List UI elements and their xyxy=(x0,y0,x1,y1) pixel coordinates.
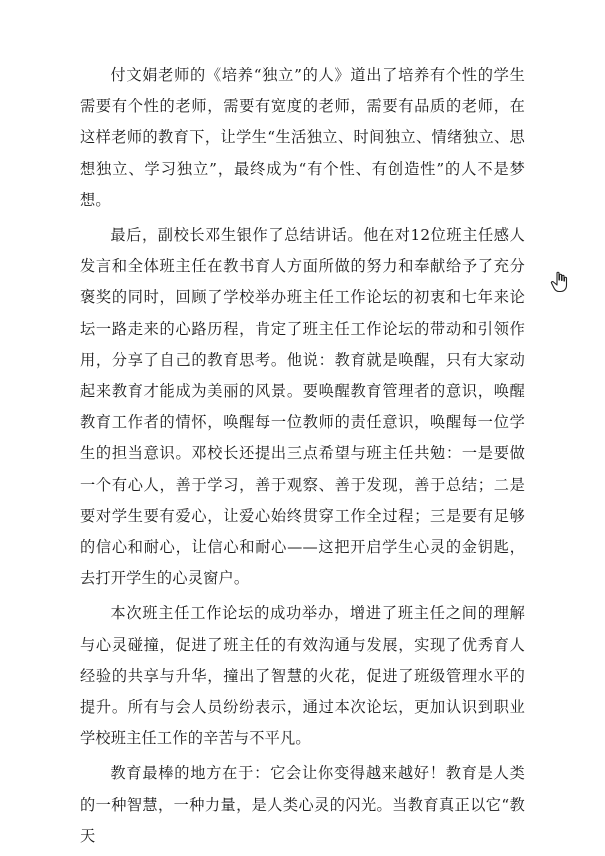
paragraph-2: 最后，副校长邓生银作了总结讲话。他在对12位班主任感人发言和全体班主任在教书育人方面所做的努力和奉献给予了充分褒奖的同时，回顾了学校举办班主任工作论坛的初衷和七年来论坛一路走来的心路历程，肯定了班主任工作论坛的带动和引领作用，分享了自己的教育思考。他说：教育就是唤醒，只有大家动起来教育才能成为美丽的风景。要唤醒教育管理者的意识，唤醒教育工作者的情怀，唤醒每一位教师的责任意识，唤醒每一位学生的担当意识。邓校长还提出三点希望与班主任共勉：一是要做一个有心人，善于学习，善于观察、善于发现，善于总结；二是要对学生要有爱心，让爱心始终贯穿工作全过程；三是要有足够的信心和耐心，让信心和耐心——这把开启学生心灵的金钥匙，去打开学生的心灵窗户。 xyxy=(80,226,525,588)
hand-pointer-icon xyxy=(550,271,570,293)
paragraph-3: 本次班主任工作论坛的成功举办，增进了班主任之间的理解与心灵碰撞，促进了班主任的有效沟通与发展，实现了优秀育人经验的共享与升华，撞出了智慧的火花，促进了班级管理水平的提升。所有与会人员纷纷表示，通过本次论坛，更加认识到职业学校班主任工作的辛苦与不平凡。 xyxy=(80,604,525,748)
paragraph-4: 教育最棒的地方在于：它会让你变得越来越好！教育是人类的一种智慧，一种力量，是人类心灵的闪光。当教育真正以它“教天 xyxy=(80,764,525,845)
document-page xyxy=(80,60,525,856)
paragraph-1: 付文娟老师的《培养“独立”的人》道出了培养有个性的学生需要有个性的老师，需要有宽度的老师，需要有品质的老师，在这样老师的教育下，让学生“生活独立、时间独立、情绪独立、思想独立、学习独立”，最终成为“有个性、有创造性”的人不是梦想。 xyxy=(80,66,525,209)
